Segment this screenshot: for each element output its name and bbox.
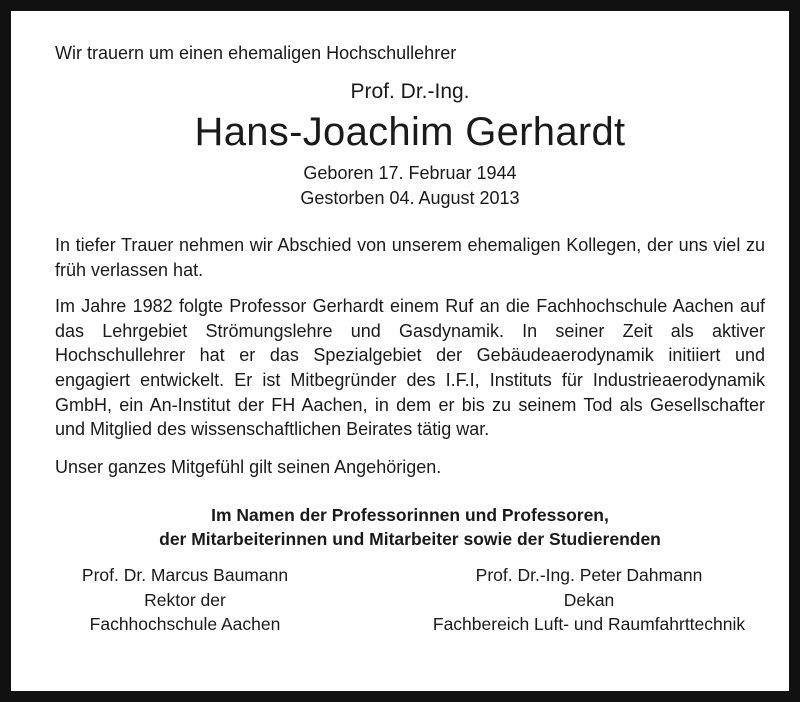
signature-heading-line-1: Im Namen der Professorinnen und Professoren,: [211, 505, 609, 526]
intro-text: Wir trauern um einen ehemaligen Hochschullehrer: [55, 43, 457, 63]
deceased-name: Hans-Joachim Gerhardt: [194, 110, 626, 154]
birth-date: Geboren 17. Februar 1944: [303, 163, 517, 183]
signer-name: Prof. Dr.-Ing. Peter Dahmann: [475, 565, 703, 586]
signer-name: Prof. Dr. Marcus Baumann: [81, 565, 289, 586]
paragraph-farewell: In tiefer Trauer nehmen wir Abschied von unserem ehemaligen Kollegen, der uns viel zu früh verlassen hat.: [55, 235, 765, 280]
signer-role: Dekan: [563, 589, 615, 610]
paragraph-career: Im Jahre 1982 folgte Professor Gerhardt einem Ruf an die Fachhochschule Aachen auf das Lehrgebiet Strömungslehre und Gasdynamik. In seiner Zeit als aktiver Hochschullehrer hat er das Spezialgebiet der Gebäudeaerodynamik initiiert und engagiert entwickelt. Er ist Mitbegründer des I.F.I, Instituts für Industrieaerodynamik GmbH, ein An-Institut der FH Aachen, in dem er bis zu seinem Tod als Gesellschafter und Mitglied des wissenschaftlichen Beirates tätig war.: [55, 296, 765, 440]
death-date: Gestorben 04. August 2013: [300, 188, 520, 208]
paragraph-condolence: Unser ganzes Mitgefühl gilt seinen Angehörigen.: [55, 456, 442, 477]
deceased-block: [55, 79, 765, 211]
signer-organization: Fachbereich Luft- und Raumfahrttechnik: [432, 614, 746, 635]
signer-dean: [419, 563, 759, 637]
signer-role: Rektor der: [144, 589, 226, 610]
academic-title: Prof. Dr.-Ing.: [350, 80, 470, 103]
signers: [55, 563, 765, 637]
signature-heading: [55, 503, 765, 551]
signer-rector: [55, 563, 315, 637]
signature-heading-line-2: der Mitarbeiterinnen und Mitarbeiter sowie der Studierenden: [159, 529, 661, 550]
life-dates: [55, 161, 765, 211]
notice-content: [55, 41, 765, 637]
signer-organization: Fachhochschule Aachen: [89, 614, 281, 635]
